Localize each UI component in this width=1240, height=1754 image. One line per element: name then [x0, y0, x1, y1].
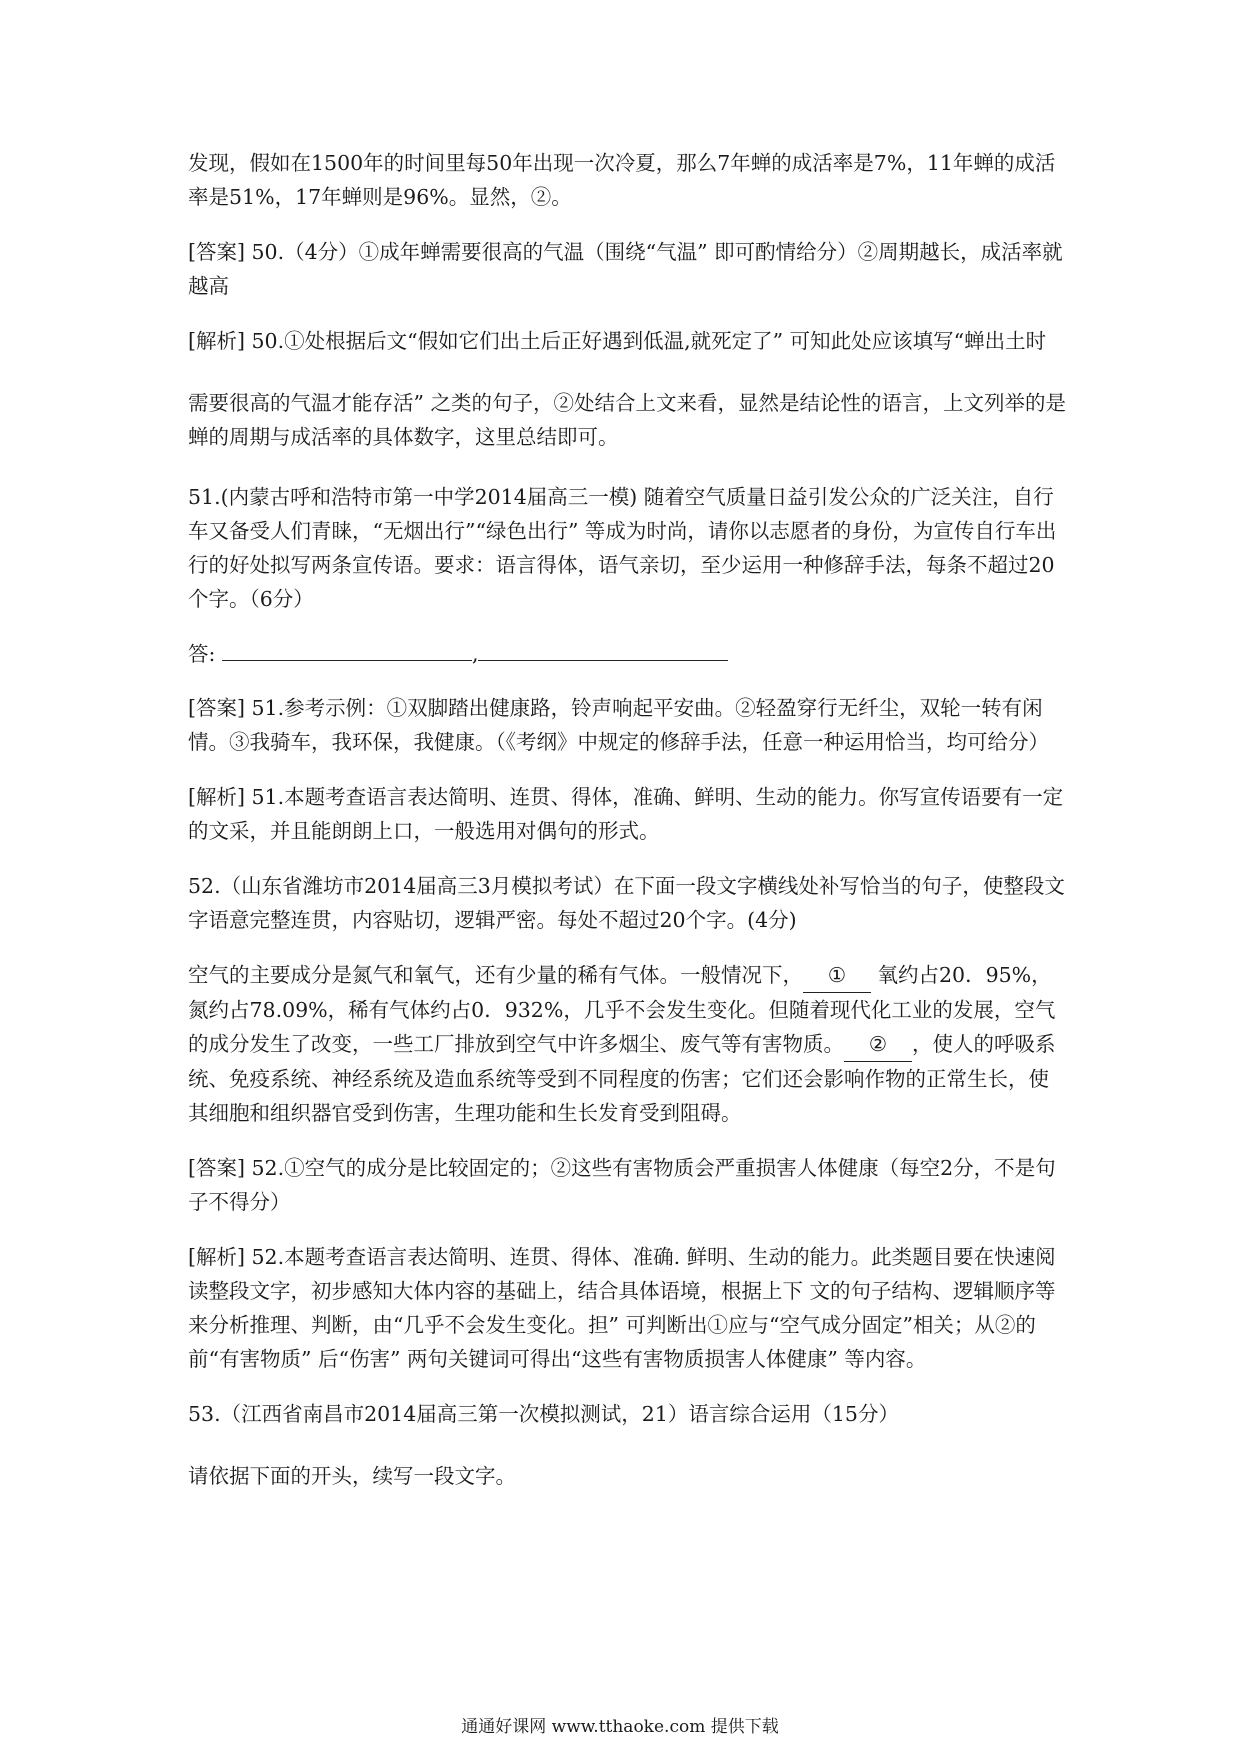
analysis-52: [解析] 52.本题考查语言表达简明、连贯、得体、准确. 鲜明、生动的能力。此类题目要在快速阅读整段文字，初步感知大体内容的基础上，结合具体语境，根据上下 文的句子结构、逻辑顺序等来分析推理、判断，由“几乎不会发生变化。担” 可判断出①应与“空气成分固定”相关；从②的前“有害物质” 后“伤害” 两句关键词可得出“这些有害物质损害人体健康” 等内容。	[188, 1245, 1056, 1371]
passage-part-3: ，使人的呼吸系统、免疫系统、神经系统及造血系统等受到不同程度的伤害；它们还会影响作物的正常生长，使其细胞和组织器官受到伤害，生理功能和生长发育受到阻碍。	[188, 1032, 1056, 1125]
paragraph-intro: 发现，假如在1500年的时间里每50年出现一次冷夏，那么7年蝉的成活率是7%，11年蝉的成活率是51%，17年蝉则是96%。显然，②。	[188, 151, 1056, 209]
page-footer: 通通好课网 www.tthaoke.com 提供下载	[461, 1717, 779, 1737]
question-53-instruction: 请依据下面的开头，续写一段文字。	[188, 1464, 516, 1488]
analysis-51: [解析] 51.本题考查语言表达简明、连贯、得体，准确、鲜明、生动的能力。你写宣传语要有一定的文采，并且能朗朗上口，一般选用对偶句的形式。	[188, 785, 1064, 843]
passage-blank-1: ①	[803, 958, 871, 993]
answer-blank-2[interactable]	[478, 638, 728, 661]
answer-51: [答案] 51.参考示例：①双脚踏出健康路，铃声响起平安曲。②轻盈穿行无纤尘，双轮一转有闲情。③我骑车，我环保，我健康。（《考纲》中规定的修辞手法，任意一种运用恰当，均可给分）	[188, 696, 1049, 754]
answer-line-51	[188, 637, 1068, 671]
question-52: 52.（山东省潍坊市2014届高三3月模拟考试）在下面一段文字横线处补写恰当的句子，使整段文字语意完整连贯，内容贴切，逻辑严密。每处不超过20个字。(4分)	[188, 874, 1065, 932]
question-53: 53.（江西省南昌市2014届高三第一次模拟测试，21）语言综合运用（15分）	[188, 1402, 899, 1426]
passage-part-1: 空气的主要成分是氮气和氧气，还有少量的稀有气体。一般情况下，	[188, 963, 803, 987]
passage-52	[188, 958, 1068, 1130]
question-51: 51.(内蒙古呼和浩特市第一中学2014届高三一模) 随着空气质量日益引发公众的广泛关注，自行车又备受人们青睐，“无烟出行”“绿色出行” 等成为时尚，请你以志愿者的身份，为宣传自行车出行的好处拟写两条宣传语。要求：语言得体，语气亲切，至少运用一种修辞手法，每条不超过20个字。（6分）	[188, 485, 1057, 611]
answer-50: [答案] 50.（4分）①成年蝉需要很高的气温（围绕“气温” 即可酌情给分）②周期越长，成活率就越高	[188, 240, 1063, 298]
answer-separator: ,	[471, 642, 479, 666]
answer-52: [答案] 52.①空气的成分是比较固定的；②这些有害物质会严重损害人体健康（每空2分，不是句子不得分）	[188, 1156, 1056, 1214]
answer-blank-1[interactable]	[222, 638, 472, 661]
analysis-50-part2: 需要很高的气温才能存活” 之类的句子，②处结合上文来看，显然是结论性的语言，上文列举的是蝉的周期与成活率的具体数字，这里总结即可。	[188, 391, 1066, 449]
answer-label: 答:	[188, 642, 216, 666]
analysis-50-part1: [解析] 50.①处根据后文“假如它们出土后正好遇到低温,就死定了” 可知此处应该填写“蝉出土时	[188, 329, 1047, 353]
passage-part-2: 氧约占20．95%，氮约占78.09%，稀有气体约占0．932%，几乎不会发生变化。但随着现代化工业的发展，空气的成分发生了改变，一些工厂排放到空气中许多烟尘、废气等有害物质。	[188, 963, 1056, 1056]
passage-blank-2: ②	[844, 1027, 912, 1062]
document-body	[188, 146, 1068, 1514]
